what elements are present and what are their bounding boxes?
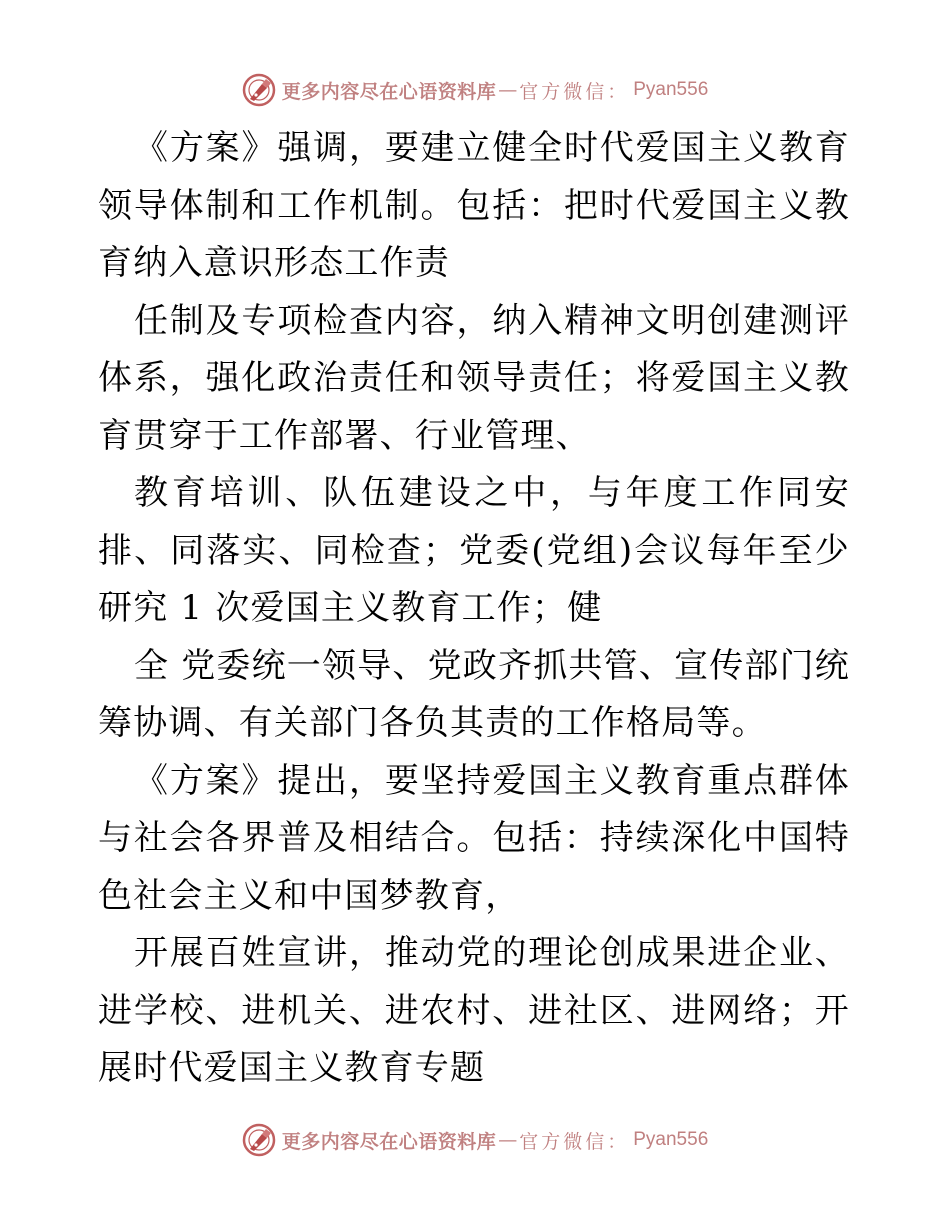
footer-watermark <box>0 1120 950 1160</box>
paragraph-6: 开展百姓宣讲，推动党的理论创成果进企业、进学校、进机关、进农村、进社区、进网络；开展时代爱国主义教育专题 <box>98 933 850 1088</box>
watermark-official-label: 官方微信： <box>519 1130 630 1153</box>
paragraph-2: 任制及专项检查内容，纳入精神文明创建测评体系，强化政治责任和领导责任；将爱国主义教育贯穿于工作部署、行业管理、 <box>98 300 850 456</box>
pen-nib-logo-icon <box>242 73 276 107</box>
document-body <box>98 120 850 1098</box>
watermark-site-name: 更多内容尽在心语资料库 <box>281 1130 497 1153</box>
watermark-wechat-id: Pyan556 <box>633 79 709 100</box>
watermark-dash: — <box>498 79 518 101</box>
watermark-official-label: 官方微信： <box>519 80 630 103</box>
watermark-wechat-id: Pyan556 <box>633 1129 709 1150</box>
pen-nib-logo-icon <box>242 1123 276 1157</box>
header-watermark <box>0 70 950 110</box>
paragraph-5: 《方案》提出，要坚持爱国主义教育重点群体与社会各界普及相结合。包括：持续深化中国特色社会主义和中国梦教育， <box>98 760 850 916</box>
watermark-site-name: 更多内容尽在心语资料库 <box>281 80 497 103</box>
watermark-dash: — <box>498 1129 518 1151</box>
paragraph-1: 《方案》强调，要建立健全时代爱国主义教育领导体制和工作机制。包括：把时代爱国主义教育纳入意识形态工作责 <box>98 128 850 283</box>
paragraph-4: 全 党委统一领导、党政齐抓共管、宣传部门统筹协调、有关部门各负其责的工作格局等。 <box>98 645 851 743</box>
paragraph-3: 教育培训、队伍建设之中，与年度工作同安排、同落实、同检查；党委(党组)会议每年至少研究 1 次爱国主义教育工作；健 <box>98 473 850 628</box>
